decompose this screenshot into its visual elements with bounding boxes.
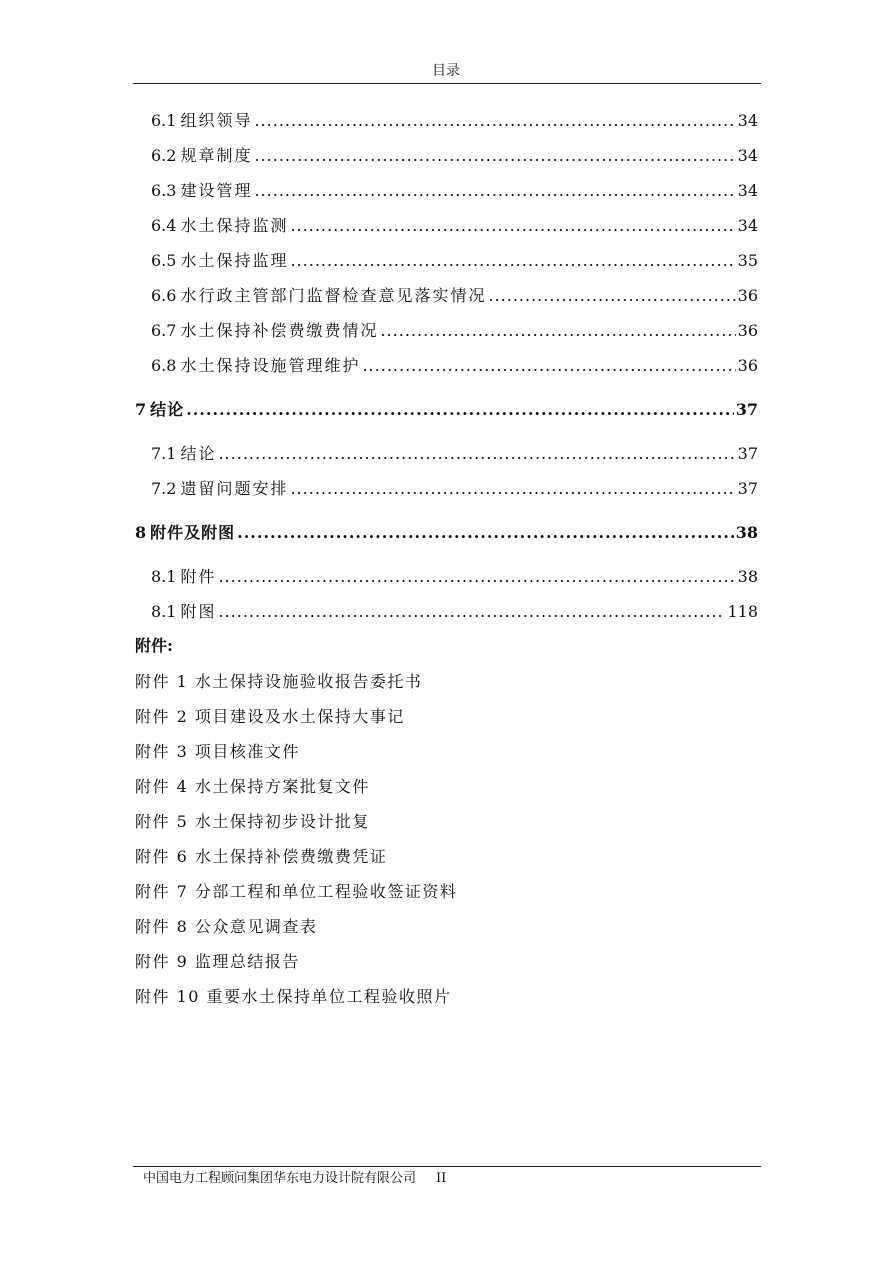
toc-leader	[254, 179, 735, 203]
attachment-item-3: 附件 3 项目核准文件	[135, 742, 300, 761]
toc-entry-6-4[interactable]	[151, 214, 758, 238]
toc-leader	[362, 354, 735, 378]
attachment-item-9: 附件 9 监理总结报告	[135, 952, 300, 971]
toc-page: 34	[737, 146, 758, 165]
toc-leader	[218, 600, 725, 624]
toc-entry-7-1[interactable]	[151, 442, 758, 466]
toc-page: 34	[737, 111, 758, 130]
toc-title: 结论	[150, 400, 185, 419]
toc-number: 8.1	[151, 602, 177, 621]
footer-organization: 中国电力工程顾问集团华东电力设计院有限公司	[143, 1171, 417, 1186]
toc-entry-8-1-attachments[interactable]	[151, 565, 758, 589]
toc-page: 118	[727, 602, 758, 621]
toc-title: 水土保持补偿费缴费情况	[180, 321, 379, 340]
toc-number: 7	[135, 400, 147, 419]
toc-page: 34	[737, 216, 758, 235]
toc-leader	[290, 477, 735, 501]
footer-text	[143, 1170, 446, 1188]
toc-leader	[186, 398, 734, 422]
attachment-item-7: 附件 7 分部工程和单位工程验收签证资料	[135, 882, 458, 901]
toc-title: 建设管理	[180, 181, 253, 200]
toc-chapter-7[interactable]	[135, 398, 758, 422]
toc-title: 结论	[180, 444, 217, 463]
toc-entry-6-8[interactable]	[151, 354, 758, 378]
toc-number: 6.6	[151, 286, 177, 305]
toc-leader	[218, 442, 735, 466]
toc-number: 6.1	[151, 111, 177, 130]
toc-page: 38	[737, 567, 758, 586]
toc-entry-6-6[interactable]	[151, 284, 758, 308]
attachment-item-5: 附件 5 水土保持初步设计批复	[135, 812, 370, 831]
toc-number: 6.4	[151, 216, 177, 235]
footer-page-number: II	[436, 1171, 447, 1186]
toc-title: 水土保持设施管理维护	[180, 356, 361, 375]
attachment-item-1: 附件 1 水土保持设施验收报告委托书	[135, 672, 423, 691]
toc-entry-7-2[interactable]	[151, 477, 758, 501]
toc-page: 35	[737, 251, 758, 270]
toc-entry-6-2[interactable]	[151, 144, 758, 168]
toc-leader	[237, 521, 734, 545]
footer-rule	[133, 1166, 761, 1167]
toc-number: 8.1	[151, 567, 177, 586]
toc-title: 水行政主管部门监督检查意见落实情况	[180, 286, 487, 305]
toc-entry-6-3[interactable]	[151, 179, 758, 203]
toc-leader	[254, 144, 735, 168]
toc-number: 7.2	[151, 479, 177, 498]
toc-leader	[218, 565, 735, 589]
toc-entry-6-7[interactable]	[151, 319, 758, 343]
header-rule	[133, 83, 761, 84]
toc-number: 6.8	[151, 356, 177, 375]
toc-chapter-8[interactable]	[135, 521, 758, 545]
toc-page: 38	[735, 523, 758, 542]
toc-title: 水土保持监理	[180, 251, 289, 270]
toc-number: 7.1	[151, 444, 177, 463]
toc-page: 37	[737, 479, 758, 498]
toc-leader	[488, 284, 735, 308]
toc-title: 规章制度	[180, 146, 253, 165]
toc-title: 组织领导	[180, 111, 253, 130]
toc-number: 6.5	[151, 251, 177, 270]
attachment-heading: 附件:	[135, 636, 173, 655]
toc-entry-6-1[interactable]	[151, 109, 758, 133]
toc-page: 34	[737, 181, 758, 200]
attachment-item-6: 附件 6 水土保持补偿费缴费凭证	[135, 847, 388, 866]
toc-number: 8	[135, 523, 147, 542]
toc-entry-6-5[interactable]	[151, 249, 758, 273]
toc-title: 附件及附图	[150, 523, 236, 542]
toc-page: 37	[737, 444, 758, 463]
attachment-item-4: 附件 4 水土保持方案批复文件	[135, 777, 370, 796]
toc-title: 水土保持监测	[180, 216, 289, 235]
attachment-item-8: 附件 8 公众意见调查表	[135, 917, 318, 936]
toc-entry-8-1-figures[interactable]	[151, 600, 758, 624]
toc-leader	[380, 319, 735, 343]
toc-page: 37	[735, 400, 758, 419]
header-title: 目录	[432, 63, 460, 79]
toc-leader	[254, 109, 735, 133]
toc-number: 6.2	[151, 146, 177, 165]
attachment-item-10: 附件 10 重要水土保持单位工程验收照片	[135, 987, 452, 1006]
toc-leader	[290, 249, 735, 273]
toc-page: 36	[737, 356, 758, 375]
toc-page: 36	[737, 321, 758, 340]
toc-title: 附图	[180, 602, 217, 621]
toc-title: 遗留问题安排	[180, 479, 289, 498]
attachment-item-2: 附件 2 项目建设及水土保持大事记	[135, 707, 405, 726]
toc-title: 附件	[180, 567, 217, 586]
toc-number: 6.3	[151, 181, 177, 200]
toc-number: 6.7	[151, 321, 177, 340]
toc-leader	[290, 214, 735, 238]
toc-page: 36	[737, 286, 758, 305]
